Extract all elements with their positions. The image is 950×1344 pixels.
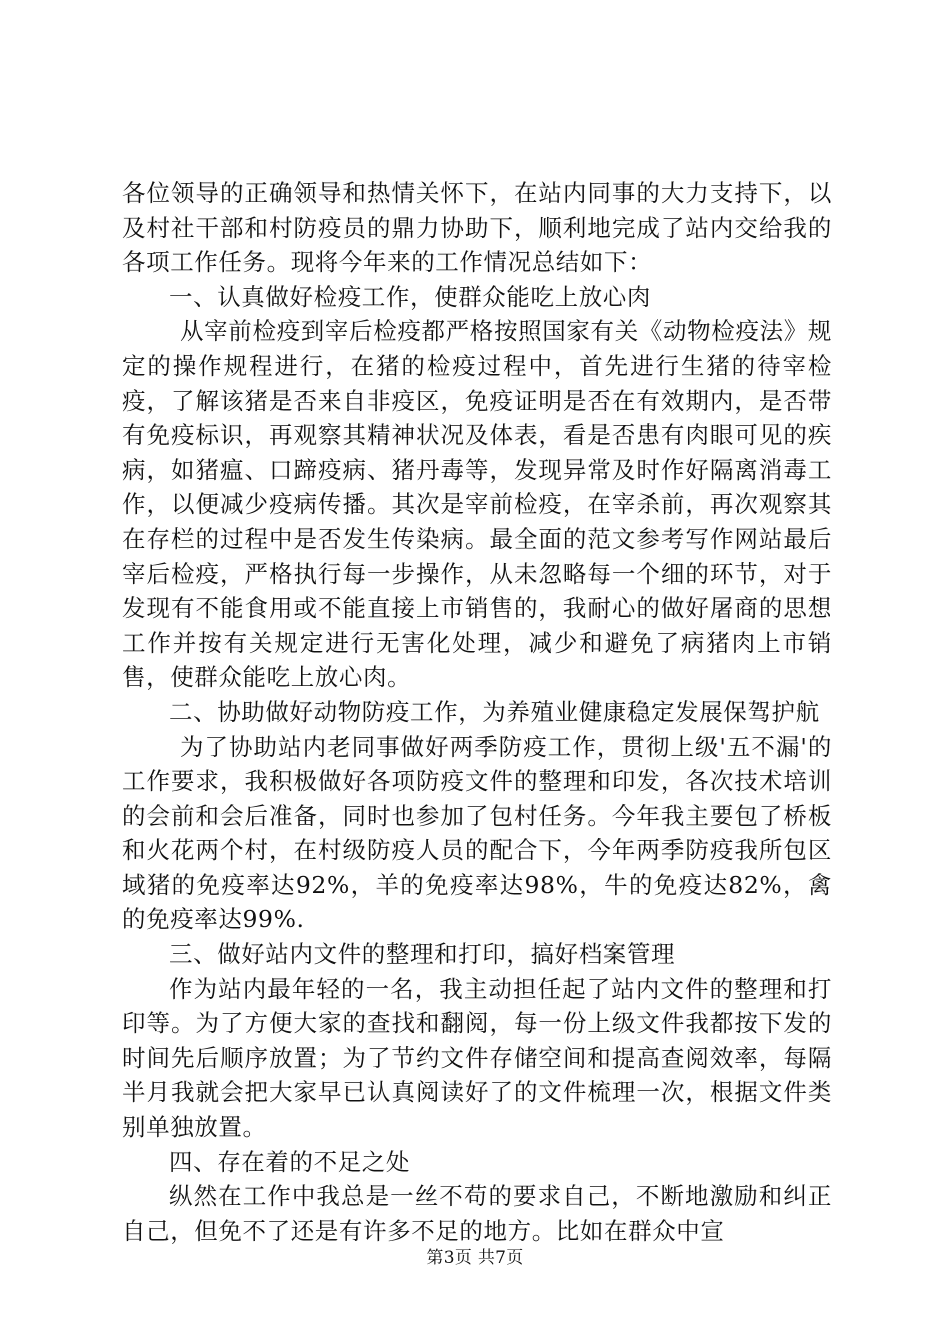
document-body xyxy=(122,176,832,1248)
section-body-1: 从宰前检疫到宰后检疫都严格按照国家有关《动物检疫法》规定的操作规程进行，在猪的检疫过程中，首先进行生猪的待宰检疫，了解该猪是否来自非疫区，免疫证明是否在有效期内，是否带有免疫标识，再观察其精神状况及体表，看是否患有肉眼可见的疾病，如猪瘟、口蹄疫病、猪丹毒等，发现异常及时作好隔离消毒工作，以便减少疫病传播。其次是宰前检疫，在宰杀前，再次观察其在存栏的过程中是否发生传染病。最全面的范文参考写作网站最后宰后检疫，严格执行每一步操作，从未忽略每一个细的环节，对于发现有不能食用或不能直接上市销售的，我耐心的做好屠商的思想工作并按有关规定进行无害化处理，减少和避免了病猪肉上市销售，使群众能吃上放心肉。 xyxy=(122,317,832,692)
section-heading-1: 一、认真做好检疫工作，使群众能吃上放心肉 xyxy=(169,282,651,311)
section-heading-2: 二、协助做好动物防疫工作，为养殖业健康稳定发展保驾护航 xyxy=(169,697,820,726)
page-number-label: 第3页 共7页 xyxy=(426,1248,524,1268)
section-heading-4: 四、存在着的不足之处 xyxy=(169,1147,410,1176)
section-body-2: 为了协助站内老同事做好两季防疫工作，贯彻上级'五不漏'的工作要求，我积极做好各项防疫文件的整理和印发，各次技术培训的会前和会后准备，同时也参加了包村任务。今年我主要包了桥板和火花两个村，在村级防疫人员的配合下，今年两季防疫我所包区域猪的免疫率达92%，羊的免疫率达98%，牛的免疫达82%，禽的免疫率达99%. xyxy=(122,732,832,934)
section-body-3: 作为站内最年轻的一名，我主动担任起了站内文件的整理和打印等。为了方便大家的查找和翻阅，每一份上级文件我都按下发的时间先后顺序放置；为了节约文件存储空间和提高查阅效率，每隔半月我就会把大家早已认真阅读好了的文件梳理一次，根据文件类别单独放置。 xyxy=(122,974,832,1142)
section-heading-3: 三、做好站内文件的整理和打印，搞好档案管理 xyxy=(169,940,676,969)
intro-paragraph: 各位领导的正确领导和热情关怀下，在站内同事的大力支持下，以及村社干部和村防疫员的鼎力协助下，顺利地完成了站内交给我的各项工作任务。现将今年来的工作情况总结如下： xyxy=(122,179,832,277)
page-footer xyxy=(0,1243,950,1268)
section-body-4: 纵然在工作中我总是一丝不苟的要求自己，不断地激励和纠正自己，但免不了还是有许多不足的地方。比如在群众中宣 xyxy=(122,1182,832,1245)
